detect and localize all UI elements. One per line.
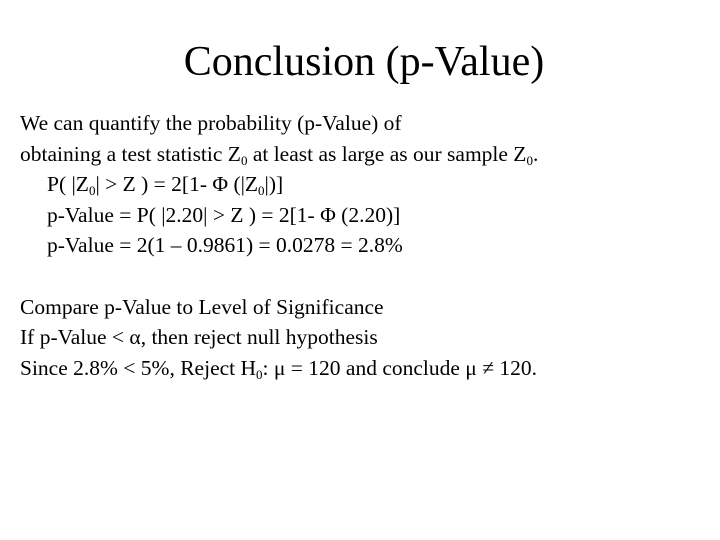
subscript-zero: 0 <box>88 183 96 198</box>
eq1-text-a: P( |Z <box>47 172 89 196</box>
eq2-text: p-Value = P( |2.20| > Z ) = 2[1- Φ (2.20)] <box>47 202 401 227</box>
conclusion-text-1: Compare p-Value to Level of Significance <box>20 294 384 319</box>
eq1-text-c: |)] <box>264 172 284 196</box>
slide-title: Conclusion (p-Value) <box>183 39 545 85</box>
eq1-text-b: | > Z ) = 2[1- Φ (|Z <box>95 172 259 196</box>
intro-text-1: We can quantify the probability (p-Value) of <box>20 111 402 135</box>
conclusion-line-2 <box>20 322 710 353</box>
intro-line-1 <box>20 108 710 139</box>
subscript-zero: 0 <box>258 183 265 198</box>
intro-text-2c: . <box>532 141 539 166</box>
intro-text-2a: obtaining a test statistic Z <box>20 141 241 166</box>
subscript-zero: 0 <box>256 366 263 382</box>
conclusion-line-1 <box>20 292 710 323</box>
eq3-text: p-Value = 2(1 – 0.9861) = 0.0278 = 2.8% <box>47 233 403 257</box>
subscript-zero: 0 <box>240 152 248 168</box>
conclusion-text-3b: : μ = 120 and conclude μ ≠ 120. <box>262 355 538 380</box>
subscript-zero: 0 <box>526 152 533 168</box>
equation-line-1 <box>20 169 710 200</box>
conclusion-line-3 <box>20 353 710 384</box>
equation-line-3 <box>20 230 710 261</box>
conclusion-text-2: If p-Value < α, then reject null hypothesis <box>20 325 378 349</box>
conclusion-text-3a: Since 2.8% < 5%, Reject H <box>20 355 257 380</box>
intro-text-2b: at least as large as our sample Z <box>247 141 527 166</box>
intro-line-2 <box>20 139 710 170</box>
slide-body <box>20 108 710 383</box>
paragraph-gap <box>20 261 710 292</box>
equation-line-2 <box>20 200 710 231</box>
